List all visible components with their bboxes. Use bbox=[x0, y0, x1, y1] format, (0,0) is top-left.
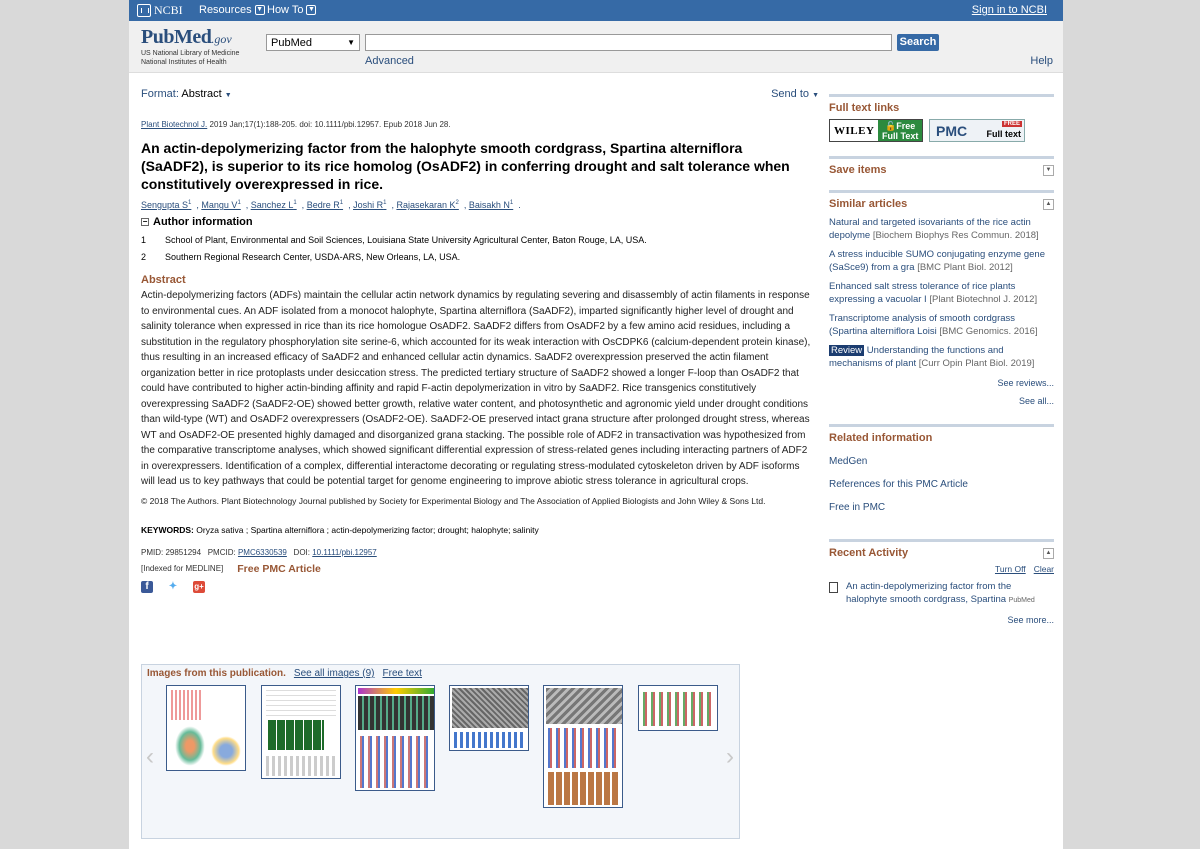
facebook-icon[interactable]: f bbox=[141, 581, 153, 593]
journal-link[interactable]: Plant Biotechnol J. bbox=[141, 120, 208, 129]
logo-med: Med bbox=[173, 26, 212, 48]
format-value: Abstract bbox=[181, 88, 222, 100]
author-link[interactable] bbox=[469, 200, 513, 210]
save-items-heading: Save items bbox=[829, 164, 887, 176]
figure-thumbnail[interactable] bbox=[638, 685, 718, 731]
chevron-down-icon: ▼ bbox=[256, 6, 264, 13]
pmc-label: PMC bbox=[936, 123, 968, 139]
pmcid-link[interactable]: PMC6330539 bbox=[237, 547, 287, 557]
format-label: Format: bbox=[141, 88, 179, 100]
doi-link[interactable]: 10.1111/pbi.12957 bbox=[312, 547, 377, 557]
google-plus-icon[interactable]: g+ bbox=[194, 581, 204, 591]
search-header bbox=[129, 21, 1063, 73]
send-to-menu[interactable] bbox=[771, 88, 819, 100]
abstract-heading: Abstract bbox=[141, 274, 186, 286]
keywords bbox=[141, 525, 811, 535]
article-title: An actin-depolymerizing factor from the halophyte smooth cordgrass, Spartina alterniflora (SaADF2), is superior to its rice homolog (OsADF2) in conferring drought and salt tolerance when constitutively overexpressed in rice. bbox=[141, 140, 790, 192]
twitter-icon[interactable]: ✦ bbox=[168, 580, 178, 592]
wiley-full-text-link[interactable] bbox=[829, 119, 923, 142]
chevron-down-icon: ▼ bbox=[812, 92, 819, 99]
affiliation-text: School of Plant, Environmental and Soil Sciences, Louisiana State University Agricultural Center, Baton Rouge, LA, USA. bbox=[165, 235, 647, 245]
collapse-icon: ▲ bbox=[1043, 548, 1054, 559]
similar-articles-toggle[interactable] bbox=[829, 198, 1054, 210]
affiliation-item bbox=[141, 235, 811, 245]
author-affiliation-number: 1 bbox=[293, 200, 297, 206]
page bbox=[129, 0, 1063, 849]
related-info-heading: Related information bbox=[829, 432, 933, 444]
full-text-links bbox=[829, 94, 1054, 142]
similar-articles-heading: Similar articles bbox=[829, 198, 908, 210]
similar-article-source: [Plant Biotechnol J. 2012] bbox=[929, 294, 1038, 305]
social-share bbox=[141, 581, 811, 593]
citation-details: 2019 Jan;17(1):188-205. doi: 10.1111/pbi.12957. Epub 2018 Jun 28. bbox=[207, 120, 451, 129]
similar-article[interactable] bbox=[829, 248, 1054, 274]
figure-thumbnail[interactable] bbox=[355, 685, 435, 791]
arrow-right-icon[interactable]: › bbox=[726, 743, 734, 770]
free-pmc-link[interactable]: Free PMC Article bbox=[237, 562, 321, 575]
sidebar bbox=[829, 94, 1054, 639]
wiley-label: WILEY bbox=[834, 124, 875, 137]
resources-label: Resources bbox=[199, 4, 252, 16]
figure-thumbnail[interactable] bbox=[543, 685, 623, 808]
similar-article-source: [Biochem Biophys Res Commun. 2018] bbox=[872, 230, 1039, 241]
logo-gov: .gov bbox=[211, 32, 232, 46]
ncbi-label: NCBI bbox=[154, 3, 183, 17]
author-affiliation-number: 1 bbox=[383, 200, 387, 206]
author-name: Mangu V bbox=[201, 200, 238, 210]
save-items-toggle[interactable] bbox=[829, 164, 1054, 176]
related-link[interactable]: MedGen bbox=[829, 456, 868, 467]
clear-link[interactable]: Clear bbox=[1033, 564, 1054, 574]
similar-article-title: Understanding the functions and mechanisms of plant bbox=[829, 345, 1004, 369]
advanced-link[interactable]: Advanced bbox=[365, 55, 414, 67]
abstract-text: Actin-depolymerizing factors (ADFs) maintain the cellular actin network dynamics by regulating severing and disassembly of actin filaments in response to environmental cues. An ADF isolated from a monocot halophyte, Spartina alterniflora (SaADF2), imparted significantly higher level of drought and salinity tolerance when expressed in rice than its rice homologue OsADF2. SaADF2 differs from OsADF2 by a few amino acid residues, including a substitution in the regulatory phosphorylation site serine-6, which accounted for its weak interaction with OsCDPK6 (calcium-dependent protein kinase), thus resulting in an increased efficacy of SaADF2 and enhanced cellular actin dynamics. SaADF2 overexpression preserved the actin filament organization better in rice protoplasts under desiccation stress. The predicted tertiary structure of SaADF2 showed a longer F-loop than OsADF2 that could have contributed to higher actin-binding affinity and rapid F-actin depolymerization in vitro by SaADF2. Rice transgenics constitutively overexpressing SaADF2 (SaADF2-OE) showed better growth, relative water content, and photosynthetic and agronomic yield under drought conditions than wild-type (WT) and OsADF2 overexpressers (OsADF2-OE). SaADF2-OE preserved intact grana structure after prolonged drought stress, whereas WT and OsADF2-OE presented highly damaged and disorganized grana stacking. The possible role of ADF2 in transactivation was hypothesized from the comparative transcriptome analyses, which showed significant differential expression of stress-related genes including interacting partners of ADF2 in overexpressers. Identification of a complex, differential interactome decorating or regulating stress-modulated cytoskeleton driven by ADF isoforms will lead us to key pathways that could be potential target for genome engineering to improve abiotic stress tolerance in agricultural crops. bbox=[141, 290, 811, 487]
similar-article-source: [BMC Plant Biol. 2012] bbox=[917, 262, 1013, 273]
index-row bbox=[141, 563, 811, 575]
document-icon bbox=[829, 582, 838, 593]
wiley-full: Full Text bbox=[882, 131, 919, 141]
full-text-links-heading: Full text links bbox=[829, 102, 900, 114]
recent-activity-heading: Recent Activity bbox=[829, 547, 909, 559]
author-name: Joshi R bbox=[353, 200, 384, 210]
ncbi-logo-icon bbox=[137, 4, 151, 17]
affiliations bbox=[141, 235, 811, 262]
send-to-label: Send to bbox=[771, 88, 809, 100]
logo-pub: Pub bbox=[141, 26, 174, 48]
ncbi-topbar bbox=[129, 0, 1063, 21]
similar-article-title: Enhanced salt stress tolerance of rice plants expressing a vacuolar I bbox=[829, 281, 1016, 305]
sign-in-link[interactable]: Sign in to NCBI bbox=[971, 4, 1047, 16]
affiliation-number: 2 bbox=[141, 252, 147, 262]
see-all-link[interactable]: See all... bbox=[1018, 396, 1054, 406]
arrow-left-icon[interactable]: ‹ bbox=[146, 743, 154, 770]
article-main bbox=[141, 88, 819, 593]
author-name: Bedre R bbox=[306, 200, 340, 210]
related-link[interactable]: Free in PMC bbox=[829, 502, 886, 513]
resources-menu[interactable] bbox=[199, 4, 265, 16]
pmc-full: Full text bbox=[986, 129, 1021, 139]
author-link[interactable] bbox=[201, 200, 240, 210]
author-affiliation-number: 1 bbox=[188, 200, 192, 206]
lock-icon: 🔓 bbox=[885, 121, 897, 131]
doi-label: DOI: bbox=[293, 547, 310, 557]
logo-subtitle-1: US National Library of Medicine bbox=[141, 50, 240, 57]
similar-articles bbox=[829, 190, 1054, 406]
similar-article-source: [BMC Genomics. 2016] bbox=[939, 326, 1038, 337]
author-link[interactable] bbox=[353, 200, 386, 210]
recent-item-source: PubMed bbox=[1008, 597, 1035, 604]
search-button[interactable]: Search bbox=[897, 34, 939, 51]
citation bbox=[141, 120, 811, 129]
chevron-down-icon: ▼ bbox=[308, 6, 315, 13]
pmc-free: FREE bbox=[1003, 121, 1020, 127]
similar-article-title: Natural and targeted isovariants of the rice actin depolyme bbox=[829, 217, 1031, 241]
images-title: Images from this publication. bbox=[147, 668, 286, 679]
author-link[interactable] bbox=[141, 200, 191, 210]
similar-article-title: Transcriptome analysis of smooth cordgrass (Spartina alterniflora Loisi bbox=[829, 313, 1016, 337]
search-input[interactable] bbox=[365, 34, 892, 51]
database-value: PubMed bbox=[271, 36, 312, 49]
author-info-toggle[interactable] bbox=[141, 216, 811, 228]
affiliation-text: Southern Regional Research Center, USDA-ARS, New Orleans, LA, USA. bbox=[165, 252, 461, 262]
wiley-free-badge bbox=[878, 120, 922, 141]
keywords-list: Oryza sativa ; Spartina alterniflora ; actin-depolymerizing factor; drought; halophyte; salinity bbox=[196, 524, 539, 535]
see-all-images-link[interactable]: See all images (9) bbox=[293, 668, 375, 679]
similar-article[interactable] bbox=[829, 280, 1054, 306]
similar-article-title: A stress inducible SUMO conjugating enzyme gene (SaSce9) from a gra bbox=[829, 249, 1045, 273]
turn-off-link[interactable]: Turn Off bbox=[994, 564, 1026, 574]
keywords-label: KEYWORDS: bbox=[141, 524, 194, 535]
related-information bbox=[829, 424, 1054, 519]
figure-thumbnail[interactable] bbox=[166, 685, 246, 771]
pmcid-label: PMCID: bbox=[207, 547, 236, 557]
pmid: PMID: 29851294 bbox=[141, 547, 202, 557]
pubmed-logo[interactable] bbox=[141, 26, 239, 67]
figure-thumbnail[interactable] bbox=[449, 685, 529, 751]
author-link[interactable] bbox=[251, 200, 297, 210]
chevron-down-icon: ▼ bbox=[347, 38, 355, 47]
author-info-label: Author information bbox=[153, 216, 253, 228]
recent-item[interactable] bbox=[829, 580, 1054, 607]
see-reviews-link[interactable]: See reviews... bbox=[997, 378, 1054, 388]
author-link[interactable] bbox=[307, 200, 343, 210]
howto-menu[interactable] bbox=[267, 4, 316, 16]
affiliation-item bbox=[141, 252, 811, 262]
author-list: Sengupta $S^1$ , Mangu $V^1$ , Sanchez $L^1$ , Bedre $R^1$ , Joshi $R^1$ , Rajasekaran $K^2$ , Baisakh $N^1$ . bbox=[141, 200, 521, 210]
copyright: © 2018 The Authors. Plant Biotechnology Journal published by Society for Experimental Biology and The Association of Applied Biologists and John Wiley & Sons Ltd. bbox=[141, 495, 766, 506]
howto-label: How To bbox=[267, 4, 304, 16]
similar-article[interactable] bbox=[829, 216, 1054, 242]
figure-thumbnail[interactable] bbox=[261, 685, 341, 779]
ncbi-logo[interactable] bbox=[137, 3, 183, 18]
recent-item-title: An actin-depolymerizing factor from the halophyte smooth cordgrass, Spartina bbox=[846, 581, 1012, 605]
article-ids bbox=[141, 548, 811, 557]
see-more-link[interactable]: See more... bbox=[1007, 615, 1054, 625]
author-link[interactable] bbox=[396, 200, 458, 210]
author-affiliation-number: 2 bbox=[455, 200, 459, 206]
author-affiliation-number: 1 bbox=[237, 200, 241, 206]
author-affiliation-number: 1 bbox=[339, 200, 344, 206]
related-link[interactable]: References for this PMC Article bbox=[829, 479, 968, 490]
author-name: Sanchez L bbox=[250, 200, 294, 210]
author-name: Baisakh N bbox=[468, 200, 510, 210]
affiliation-number: 1 bbox=[141, 235, 147, 245]
similar-article[interactable] bbox=[829, 344, 1054, 370]
review-badge: Review bbox=[831, 345, 863, 356]
save-items bbox=[829, 156, 1054, 176]
wiley-free: Free bbox=[896, 121, 916, 131]
medline-index: [Indexed for MEDLINE] bbox=[141, 564, 224, 573]
author-name: Rajasekaran K bbox=[396, 200, 456, 210]
help-link[interactable]: Help bbox=[1030, 55, 1053, 67]
author-affiliation-number: 1 bbox=[509, 200, 514, 206]
images-panel bbox=[141, 664, 740, 839]
author-name: Sengupta S bbox=[141, 200, 189, 210]
database-select[interactable] bbox=[266, 34, 360, 51]
pmc-full-text-link[interactable] bbox=[929, 119, 1025, 142]
format-selector[interactable] bbox=[141, 88, 232, 100]
collapse-icon: ▲ bbox=[1043, 199, 1054, 210]
chevron-down-icon: ▼ bbox=[224, 92, 232, 99]
expand-icon: ▼ bbox=[1043, 165, 1054, 176]
collapse-icon: − bbox=[142, 217, 148, 226]
logo-subtitle-2: National Institutes of Health bbox=[141, 59, 227, 66]
recent-activity bbox=[829, 539, 1054, 625]
similar-article[interactable] bbox=[829, 312, 1054, 338]
recent-activity-toggle[interactable] bbox=[829, 547, 1054, 559]
free-text-link[interactable]: Free text bbox=[382, 668, 422, 679]
similar-article-source: [Curr Opin Plant Biol. 2019] bbox=[918, 358, 1035, 369]
